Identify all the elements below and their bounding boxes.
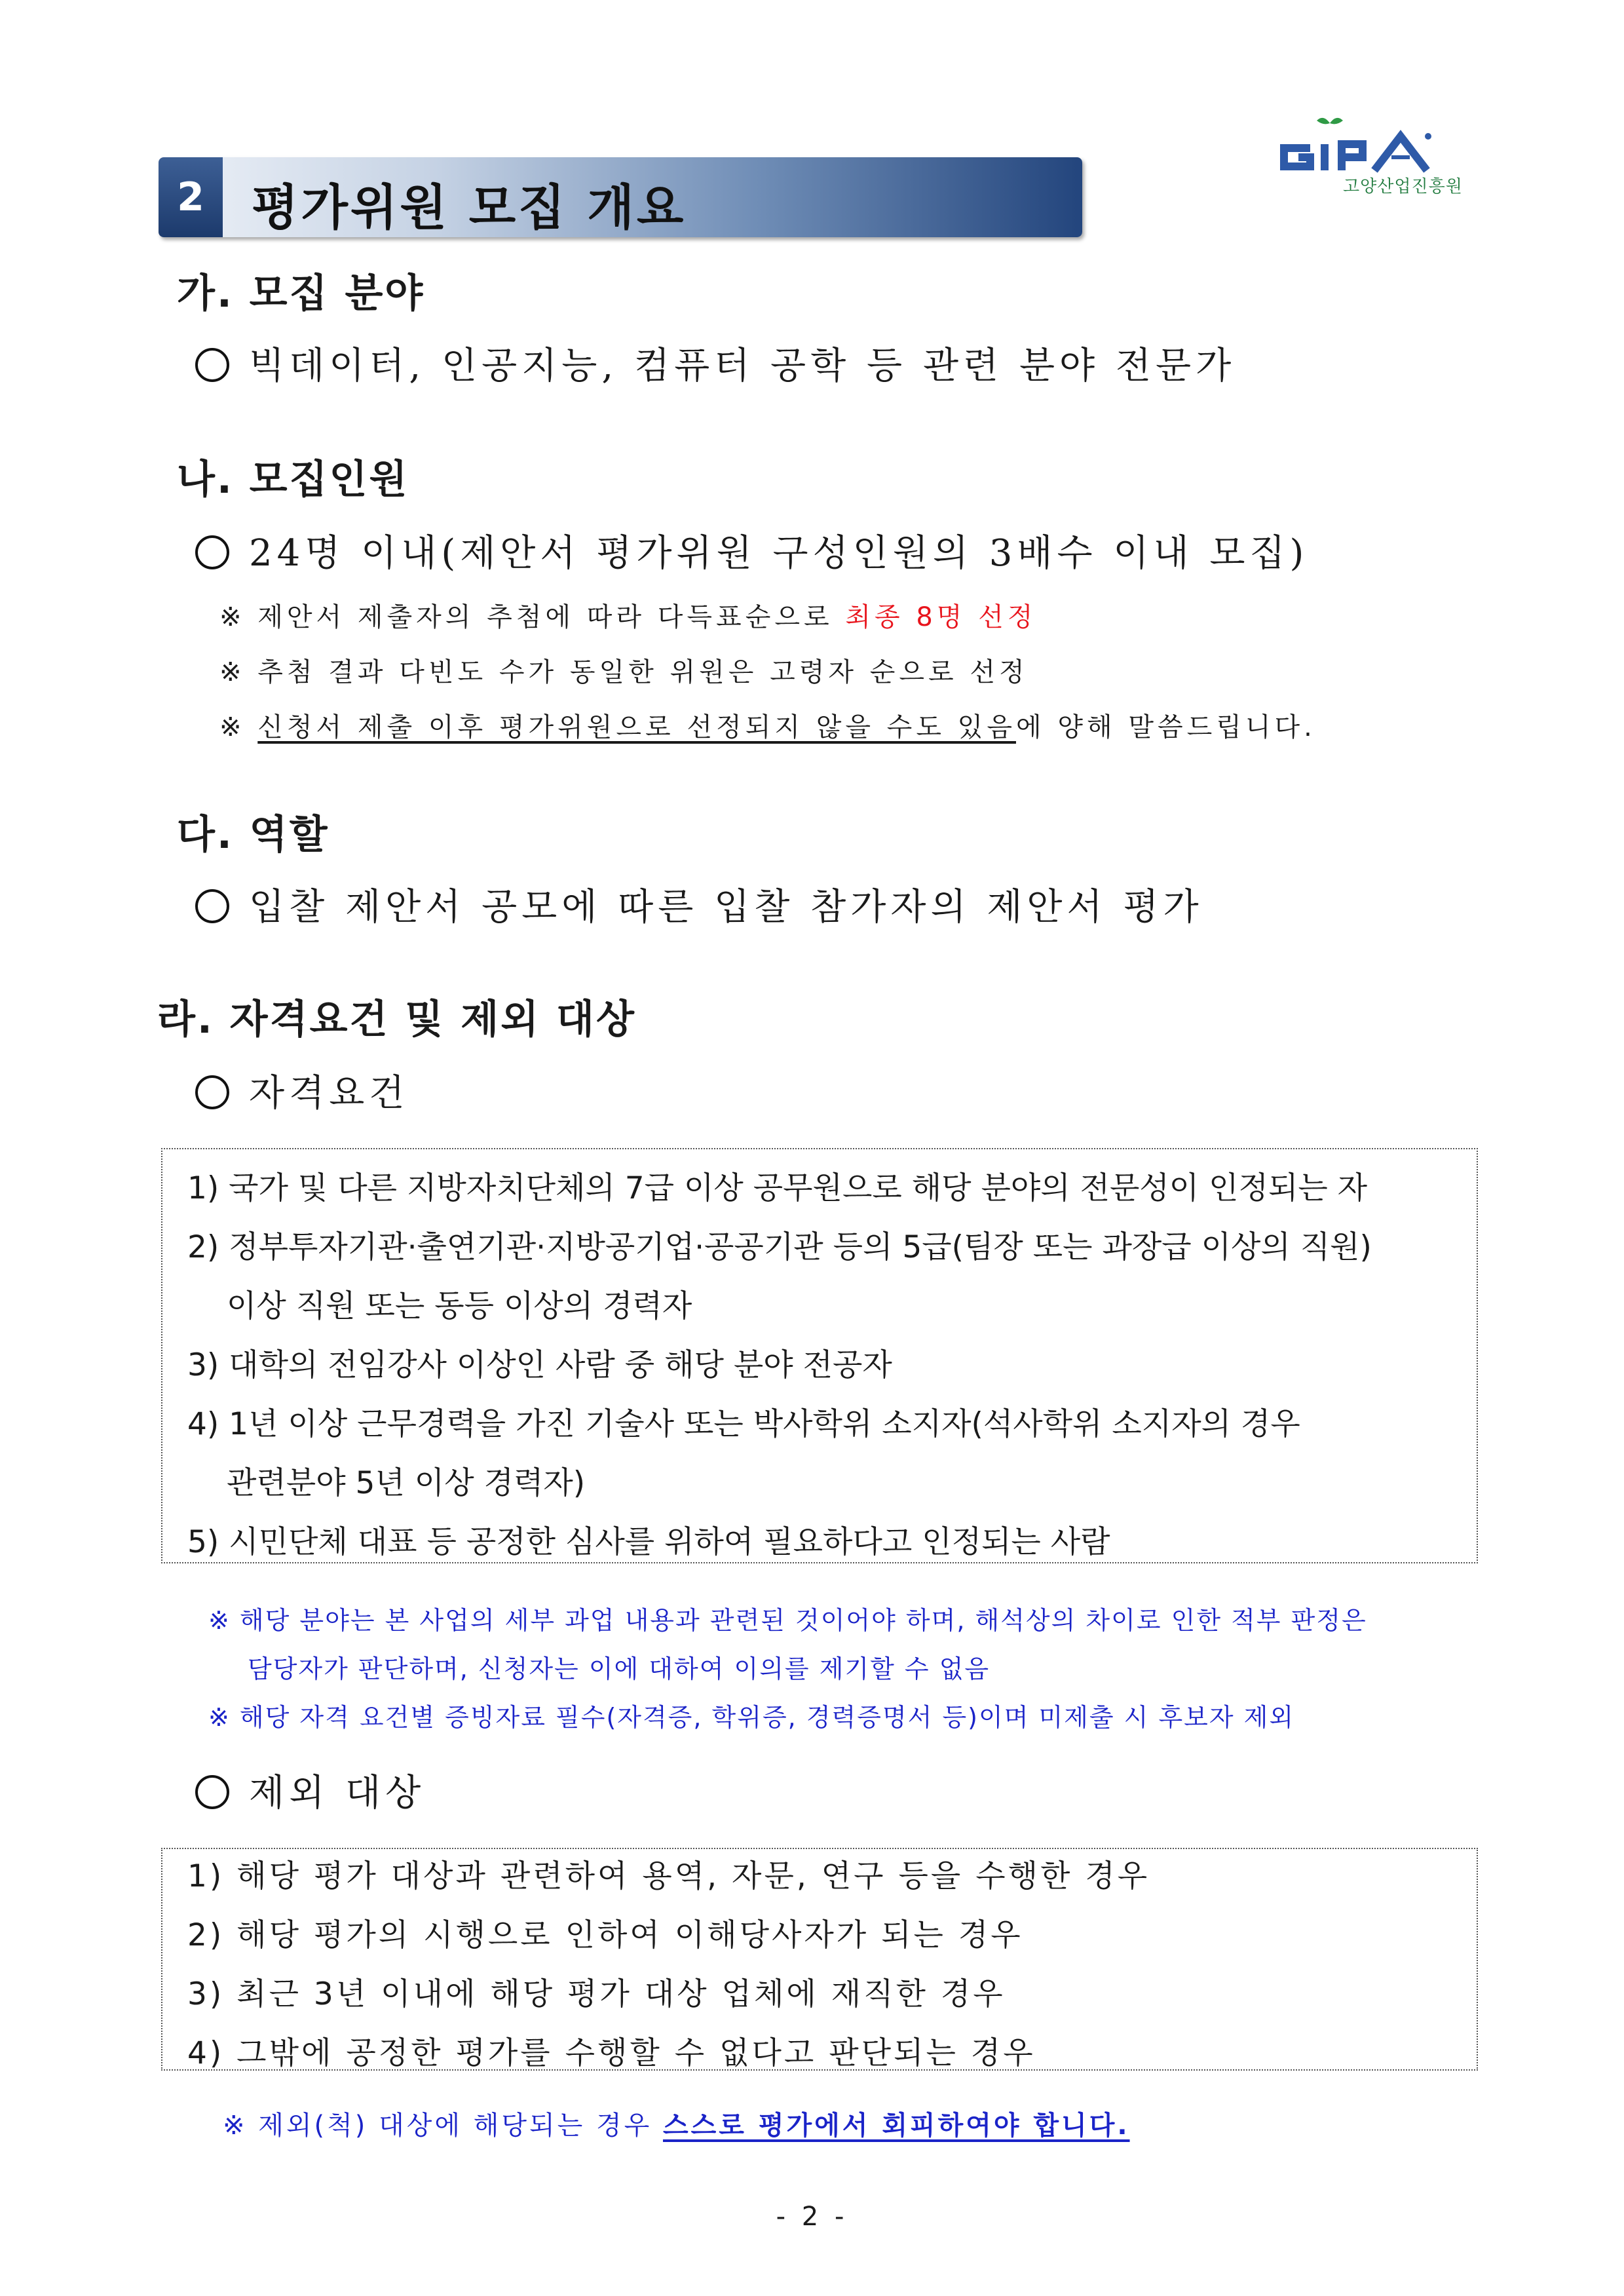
- excl-line: 3) 최근 3년 이내에 해당 평가 대상 업체에 재직한 경우: [187, 1976, 1006, 2012]
- note-text: 추첨 결과 다빈도 수가 동일한 위원은 고령자 순으로 선정: [257, 657, 1029, 687]
- blue-note-line: ※ 해당 자격 요건별 증빙자료 필수(자격증, 학위증, 경력증명서 등)이며 미제출 시 후보자 제외: [208, 1703, 1295, 1732]
- note-mark: ※: [219, 602, 246, 632]
- note-mark: ※: [219, 657, 246, 687]
- note-mark: ※: [219, 712, 246, 742]
- qual-line: 3) 대학의 전임강사 이상인 사람 중 해당 분야 전공자: [187, 1347, 892, 1383]
- note-text: 에 양해 말씀드립니다.: [1015, 712, 1316, 742]
- qualifications-box: [161, 1148, 1478, 1563]
- section-number: 2: [159, 157, 223, 237]
- item-text: 자격요건: [249, 1072, 409, 1115]
- circle-bullet-icon: [195, 535, 229, 569]
- excl-line: 2) 해당 평가의 시행으로 인하여 이해당사자가 되는 경우: [187, 1917, 1023, 1953]
- section-header: [159, 157, 1082, 237]
- qual-line: 관련분야 5년 이상 경력자): [227, 1465, 586, 1501]
- heading-qualifications: 라. 자격요건 및 제외 대상: [157, 997, 636, 1043]
- note-text: 제안서 제출자의 추첨에 따라 다득표순으로: [257, 602, 833, 632]
- qual-line: 이상 직원 또는 동등 이상의 경력자: [227, 1288, 692, 1324]
- qual-line: 4) 1년 이상 근무경력을 가진 기술사 또는 박사학위 소지자(석사학위 소지자의 경우: [187, 1406, 1300, 1442]
- circle-bullet-icon: [195, 1075, 229, 1109]
- item-text: 빅데이터, 인공지능, 컴퓨터 공학 등 관련 분야 전문가: [249, 345, 1236, 387]
- heading-role: 다. 역할: [177, 812, 330, 858]
- exclusion-note: [223, 2105, 1130, 2142]
- logo-subtitle: 고양산업진흥원: [1343, 177, 1463, 197]
- blue-note-line: 담당자가 판단하며, 신청자는 이에 대하여 이의를 제기할 수 없음: [248, 1655, 991, 1683]
- note-highlight: 최종 8명 선정: [845, 602, 1037, 632]
- excl-line: 4) 그밖에 공정한 평가를 수행할 수 없다고 판단되는 경우: [187, 2035, 1036, 2071]
- note-line: [219, 651, 1029, 689]
- item-excl-label: [195, 1764, 425, 1816]
- note-underlined: 신청서 제출 이후 평가위원으로 선정되지 않을 수도 있음: [257, 712, 1016, 742]
- circle-bullet-icon: [195, 889, 229, 923]
- item-text: 제외 대상: [249, 1772, 426, 1814]
- qual-line: 5) 시민단체 대표 등 공정한 심사를 위하여 필요하다고 인정되는 사람: [187, 1524, 1110, 1560]
- item-role: [195, 878, 1203, 930]
- section-title: 평가위원 모집 개요: [252, 180, 687, 236]
- heading-recruit-field: 가. 모집 분야: [177, 271, 425, 316]
- item-recruit-count: [195, 524, 1308, 577]
- circle-bullet-icon: [195, 348, 229, 382]
- item-text: 입찰 제안서 공모에 따른 입찰 참가자의 제안서 평가: [249, 886, 1203, 928]
- item-text: 24명 이내(제안서 평가위원 구성인원의 3배수 이내 모집): [249, 532, 1309, 575]
- note-line: [219, 706, 1316, 744]
- excl-note-emphasis: 스스로 평가에서 회피하여야 합니다.: [662, 2111, 1130, 2141]
- qual-line: 2) 정부투자기관·출연기관·지방공기업·공공기관 등의 5급(팀장 또는 과장급 이상의 직원): [187, 1229, 1372, 1265]
- excl-line: 1) 해당 평가 대상과 관련하여 용역, 자문, 연구 등을 수행한 경우: [187, 1858, 1150, 1894]
- qual-line: 1) 국가 및 다른 지방자치단체의 7급 이상 공무원으로 해당 분야의 전문성이 인정되는 자: [187, 1170, 1368, 1206]
- circle-bullet-icon: [195, 1775, 229, 1809]
- exclusions-box: [161, 1848, 1478, 2071]
- page-number: - 2 -: [776, 2202, 848, 2232]
- note-line: [219, 596, 1036, 634]
- excl-note-text: ※ 제외(척) 대상에 해당되는 경우: [223, 2111, 652, 2141]
- blue-note-line: ※ 해당 분야는 본 사업의 세부 과업 내용과 관련된 것이어야 하며, 해석상의 차이로 인한 적부 판정은: [208, 1606, 1367, 1635]
- item-qual-label: [195, 1064, 409, 1117]
- heading-recruit-count: 나. 모집인원: [177, 457, 409, 503]
- gipa-logo: [1264, 110, 1494, 195]
- item-recruit-field: [195, 337, 1236, 389]
